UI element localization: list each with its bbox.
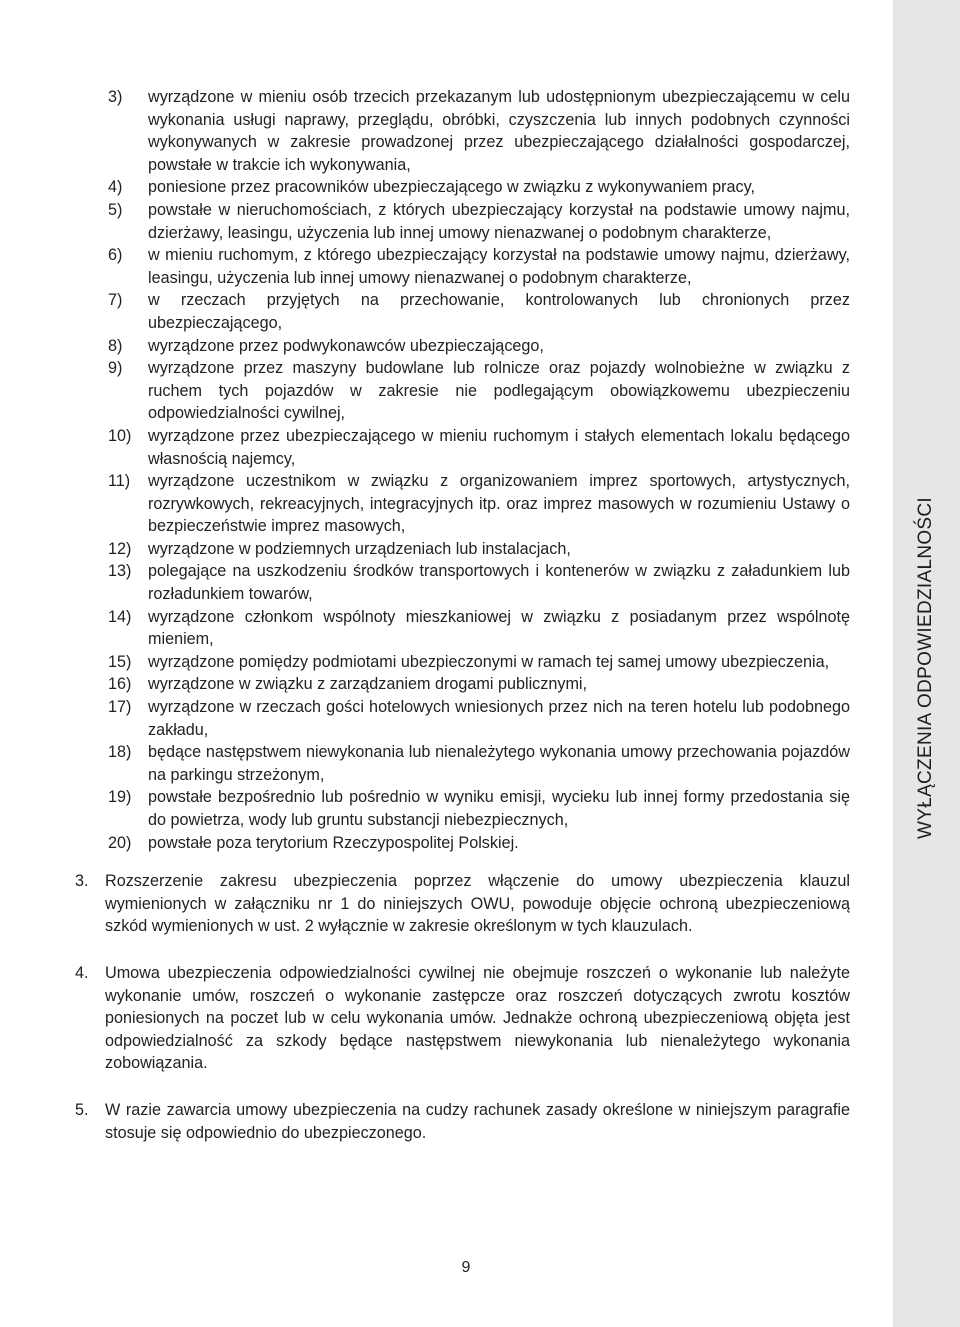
list-item-text: poniesione przez pracowników ubezpieczającego w związku z wykonywaniem pracy,	[148, 178, 756, 197]
list-item	[108, 538, 850, 561]
list-item	[108, 357, 850, 425]
paragraph-number: 4.	[75, 963, 89, 982]
list-item-text: w mieniu ruchomym, z którego ubezpieczający korzystał na podstawie umowy najmu, dzierżawy, leasingu, użyczenia lub innej umowy nienazwanej o podobnym charakterze,	[148, 246, 850, 287]
list-item-text: polegające na uszkodzeniu środków transportowych i kontenerów w związku z załadunkiem lub rozładunkiem towarów,	[148, 562, 850, 604]
list-item-number: 12)	[108, 539, 132, 558]
document-body	[62, 86, 850, 1144]
list-item	[108, 86, 850, 176]
list-item-number: 8)	[108, 336, 123, 355]
list-item	[108, 289, 850, 334]
list-item-number: 10)	[108, 426, 132, 445]
list-item-number: 13)	[108, 562, 132, 581]
list-item-number: 17)	[108, 698, 132, 717]
exclusions-list	[62, 86, 850, 854]
list-item-text: powstałe poza terytorium Rzeczypospolitej Polskiej.	[148, 833, 519, 852]
list-item	[108, 741, 850, 786]
list-item-number: 18)	[108, 743, 132, 762]
list-item	[108, 199, 850, 244]
list-item-number: 11)	[108, 472, 131, 491]
paragraph-4	[62, 962, 850, 1075]
list-item-number: 9)	[108, 359, 123, 378]
list-item-text: wyrządzone pomiędzy podmiotami ubezpieczonymi w ramach tej samej umowy ubezpieczenia,	[148, 652, 830, 671]
list-item-number: 6)	[108, 246, 123, 265]
paragraph-text: W razie zawarcia umowy ubezpieczenia na cudzy rachunek zasady określone w niniejszym paragrafie stosuje się odpowiednio do ubezpieczonego.	[105, 1100, 850, 1142]
paragraph-3	[62, 870, 850, 938]
list-item-text: wyrządzone członkom wspólnoty mieszkaniowej w związku z posiadanym przez wspólnotę mieniem,	[148, 607, 850, 649]
list-item-text: wyrządzone w mieniu osób trzecich przekazanym lub udostępnionym ubezpieczającemu w celu wykonania usługi naprawy, przeglądu, obróbki, czyszczenia lub innych podobnych czynności wykonywanych w zakresie prowadzonej przez ubezpieczającego działalności gospodarczej, powstałe w trakcie ich wykonywania,	[148, 88, 850, 174]
list-item-text: będące następstwem niewykonania lub nienależytego wykonania umowy przechowania pojazdów na parkingu strzeżonym,	[148, 743, 850, 784]
page-number: 9	[461, 1259, 471, 1276]
list-item-number: 19)	[108, 788, 132, 807]
list-item-text: w rzeczach przyjętych na przechowanie, kontrolowanych lub chronionych przez ubezpieczającego,	[148, 291, 850, 332]
paragraph-text: Rozszerzenie zakresu ubezpieczenia poprzez włączenie do umowy ubezpieczenia klauzul wymienionych w załączniku nr 1 do niniejszych OWU, powoduje objęcie ochroną ubezpieczeniową szkód wymienionych w ust. 2 wyłącznie w zakresie określonym w tych klauzulach.	[105, 872, 850, 936]
list-item-text: wyrządzone przez podwykonawców ubezpieczającego,	[148, 336, 544, 355]
list-item-number: 4)	[108, 178, 123, 197]
list-item-text: wyrządzone w podziemnych urządzeniach lub instalacjach,	[148, 539, 571, 558]
list-item	[108, 176, 850, 199]
list-item	[108, 425, 850, 470]
list-item	[108, 786, 850, 831]
list-item-number: 15)	[108, 652, 132, 671]
list-item	[108, 470, 850, 538]
list-item-number: 20)	[108, 833, 132, 852]
section-title: WYŁĄCZENIA ODPOWIEDZIALNOŚCI	[915, 496, 936, 840]
list-item-text: wyrządzone w związku z zarządzaniem drogami publicznymi,	[148, 675, 588, 694]
list-item-number: 5)	[108, 200, 123, 219]
list-item	[108, 696, 850, 741]
list-item-text: powstałe bezpośrednio lub pośrednio w wyniku emisji, wycieku lub innej formy przedostania się do powietrza, wody lub gruntu substancji niebezpiecznych,	[148, 788, 850, 829]
list-item-number: 7)	[108, 291, 123, 310]
list-item-text: wyrządzone przez maszyny budowlane lub rolnicze oraz pojazdy wolnobieżne w związku z ruchem tych pojazdów w zakresie nie podlegającym obowiązkowemu ubezpieczeniu odpowiedzialności cywilnej,	[148, 359, 850, 423]
list-item-text: wyrządzone przez ubezpieczającego w mieniu ruchomym i stałych elementach lokalu będącego własnością najemcy,	[148, 426, 850, 468]
list-item-text: wyrządzone w rzeczach gości hotelowych wniesionych przez nich na teren hotelu lub podobnego zakładu,	[148, 698, 850, 739]
list-item-text: powstałe w nieruchomościach, z których ubezpieczający korzystał na podstawie umowy najmu, dzierżawy, leasingu, użyczenia lub innej umowy nienazwanej o podobnym charakterze,	[148, 200, 850, 242]
paragraph-number: 3.	[75, 872, 89, 891]
list-item-number: 3)	[108, 88, 123, 106]
list-item	[108, 606, 850, 651]
list-item-text: wyrządzone uczestnikom w związku z organizowaniem imprez sportowych, artystycznych, rozrywkowych, rekreacyjnych, integracyjnych itp. oraz imprez masowych w rozumieniu Ustawy o bezpieczeństwie imprez masowych,	[148, 472, 850, 536]
list-item	[108, 335, 850, 358]
list-item-number: 16)	[108, 675, 132, 694]
paragraph-text: Umowa ubezpieczenia odpowiedzialności cywilnej nie obejmuje roszczeń o wykonanie lub należyte wykonanie umów, roszczeń o wykonanie zastępcze oraz roszczeń dotyczących zwrotu kosztów poniesionych na poczet lub w celu wykonania umów. Jednakże ochroną ubezpieczeniową objęta jest odpowiedzialność za szkody będące następstwem niewykonania lub nienależytego wykonania zobowiązania.	[105, 963, 850, 1073]
list-item-number: 14)	[108, 607, 132, 626]
paragraph-number: 5.	[75, 1100, 89, 1119]
list-item	[108, 651, 850, 674]
list-item	[108, 832, 850, 855]
list-item	[108, 673, 850, 696]
paragraph-5	[62, 1099, 850, 1144]
list-item	[108, 244, 850, 289]
list-item	[108, 560, 850, 605]
